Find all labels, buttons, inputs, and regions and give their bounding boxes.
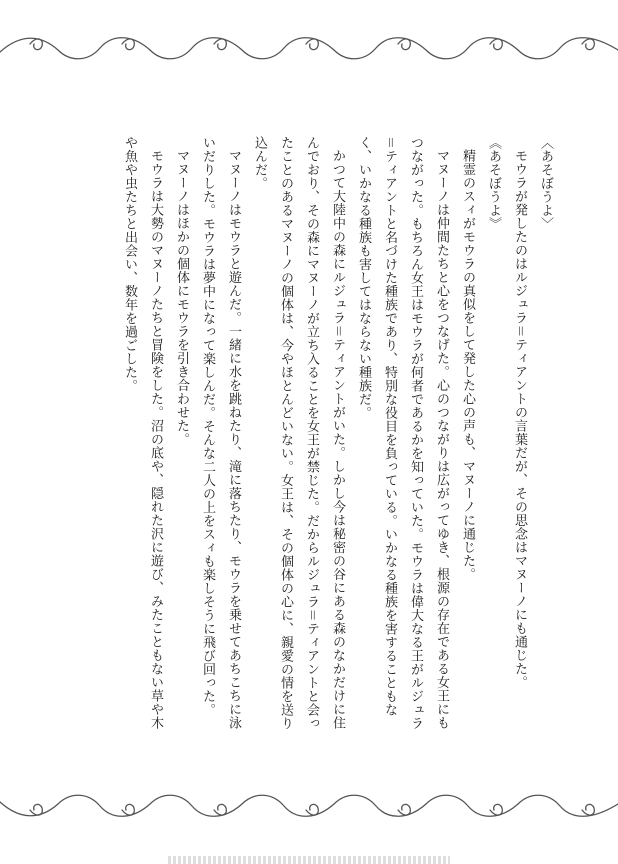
- paragraph: かつて大陸中の森にルジュラ＝ティアントがいた。しかし今は秘密の谷にある森のなかだけに住んでおり、その森にマヌーノが立ち入ることを女王が禁じた。だからルジュラ＝ティアントと会ったことのあるマヌーノの個体は、今やほとんどいない。女王は、その個体の心に、親愛の情を送り込んだ。: [252, 136, 345, 730]
- footer-strip: [168, 856, 450, 864]
- paragraph: 《あそぼうよ》: [486, 136, 501, 231]
- paragraph: マヌーノはモウラと遊んだ。一緒に水を跳ねたり、滝に落ちたり、モウラを乗せてあちこちに泳いだりした。モウラは夢中になって楽しんだ。そんな二人の上をスィも楽しそうに飛び回った。: [200, 136, 241, 730]
- paragraph: マヌーノは仲間たちと心をつなげた。心のつながりは広がってゆき、根源の存在である女王にもつながった。もちろん女王はモウラが何者であるかを知っていた。モウラは偉大なる王がルジュラ＝ティアントと名づけた種族であり、特別な役目を負っている。いかなる種族を害することもなく、いかなる種族も害してはならない種族だ。: [356, 136, 449, 730]
- paragraph: モウラは大勢のマヌーノたちと冒険をした。沼の底や、隠れた沢に遊び、みたこともない草や木や魚や虫たちと出会い、数年を過ごした。: [122, 136, 163, 730]
- top-ornament-border: [0, 22, 618, 72]
- bottom-ornament-border: [0, 780, 618, 830]
- paragraph: マヌーノはほかの個体にモウラを引き合わせた。: [174, 149, 189, 446]
- vertical-text-body: [116, 136, 558, 736]
- paragraph: モウラが発したのはルジュラ＝ティアントの言葉だが、その思念はマヌーノにも通じた。: [512, 149, 527, 689]
- paragraph: 〈あそぼうよ〉: [538, 136, 553, 231]
- paragraph: 精霊のスィがモウラの真似をして発した心の声も、マヌーノに通じた。: [460, 149, 475, 581]
